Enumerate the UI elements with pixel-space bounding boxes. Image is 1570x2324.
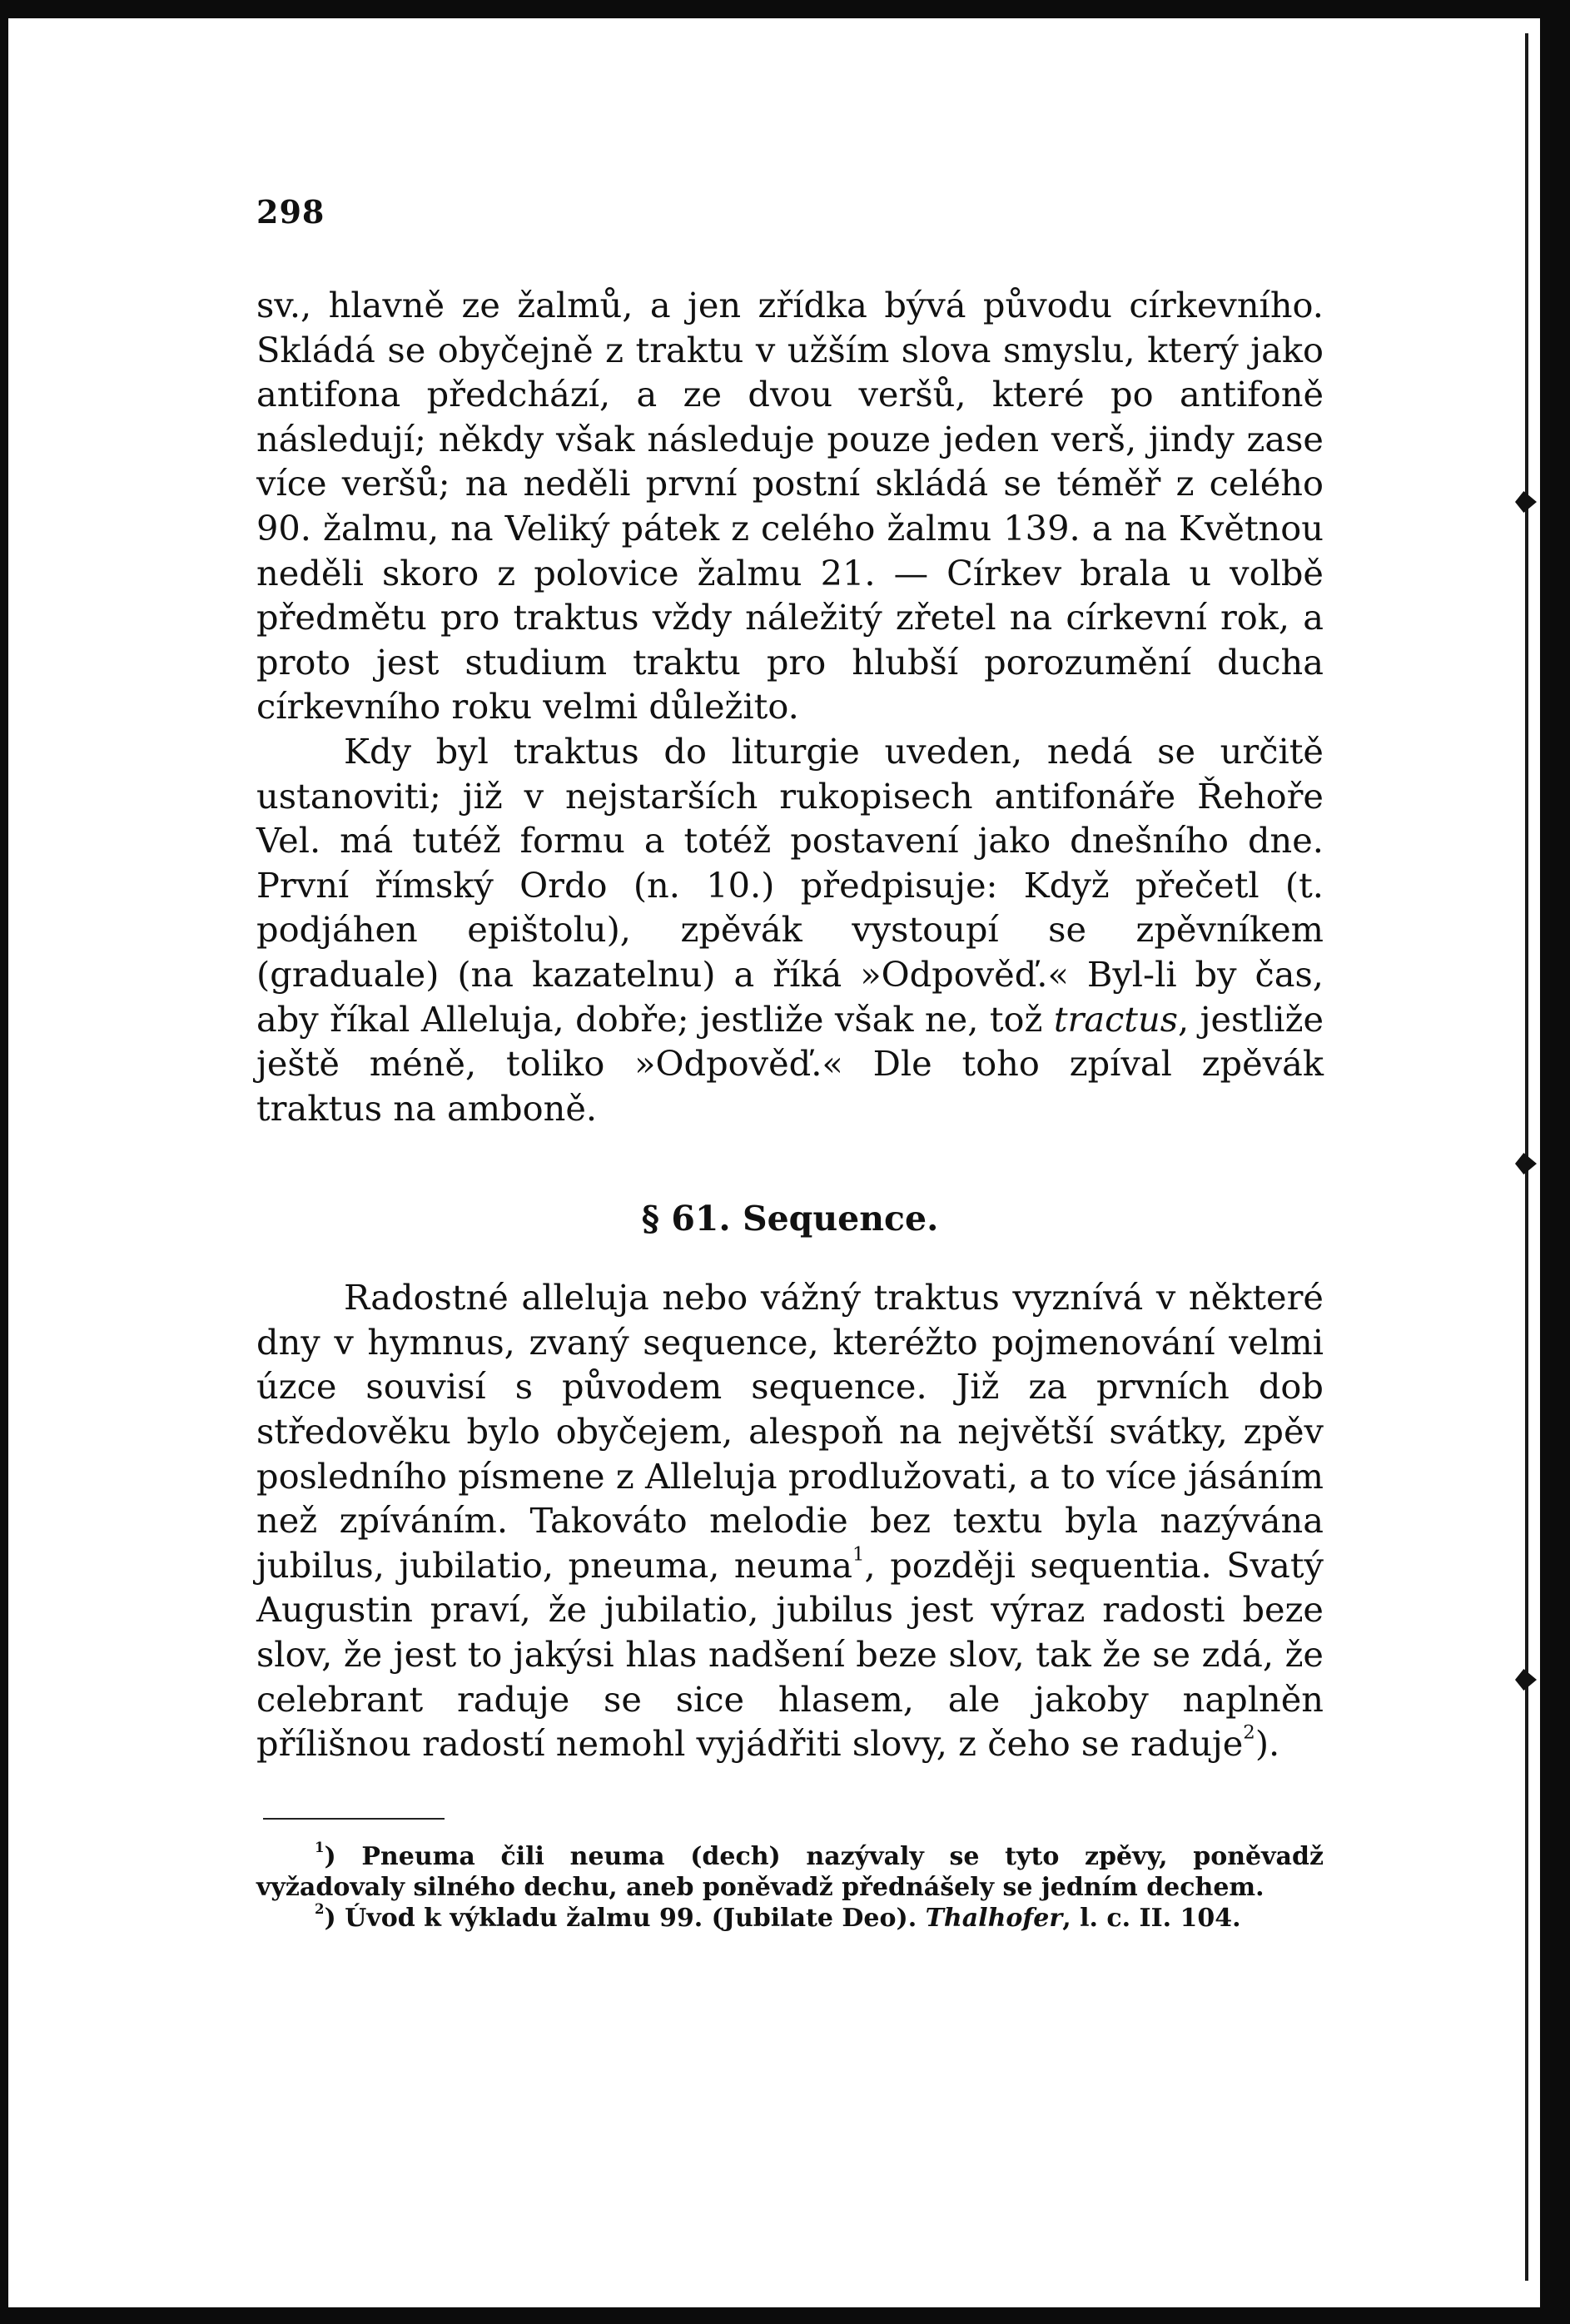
page-number: 298 (256, 193, 325, 231)
footnote-reference: 2 (1243, 1721, 1255, 1744)
paragraph-traktus-history (256, 729, 1324, 1130)
binding-notch (1515, 1669, 1537, 1691)
footnote-1 (256, 1841, 1324, 1903)
footnote-text: ) Úvod k výkladu žalmu 99. (Jubilate Deo). (324, 1903, 917, 1933)
footnote-reference: 1 (852, 1543, 865, 1566)
author-name: Thalhofer (925, 1903, 1063, 1933)
scan-edge-bottom (0, 2307, 1570, 2324)
binding-notch (1515, 1153, 1537, 1174)
scan-edge-top (0, 0, 1570, 18)
footnote-text: ) Pneuma čili neuma (dech) nazývaly se tyto zpěvy, poněvadž vyžadovaly silného dechu, aneb poněvadž přednášely se jedním dechem. (256, 1841, 1324, 1902)
footnote-2 (256, 1900, 1324, 1934)
paragraph-text: Radostné alleluja nebo vážný traktus vyznívá v některé dny v hymnus, zvaný sequence, kteréžto pojmenování velmi úzce souvisí s původem sequence. Již za prvních dob středověku bylo obyčejem, alespoň na největší svátky, zpěv posledního písmene z Alleluja prodlužovati, a to více jásáním než zpíváním. Takováto melodie bez textu byla nazývána jubilus, jubilatio, pneuma, neuma (256, 1277, 1324, 1586)
page-body (256, 283, 1324, 1934)
paragraph-sequence-origin (256, 1275, 1324, 1766)
footnote-marker: 2 (315, 1900, 325, 1917)
scan-edge-right (1540, 0, 1570, 2324)
binding-notch (1515, 491, 1537, 513)
paragraph-text: ). (1255, 1723, 1280, 1765)
footnote-marker: 1 (315, 1839, 325, 1855)
paragraph-text: , později sequentia. Svatý Augustin praví, že jubilatio, jubilus jest výraz radosti beze slov, že jest to jakýsi hlas nadšení beze slov, tak že se zdá, že celebrant raduje se sice hlasem, ale jakoby naplněn přílišnou radostí nemohl vyjádřiti slovy, z čeho se raduje (256, 1544, 1324, 1765)
italic-term: tractus (1053, 998, 1179, 1040)
section-heading: § 61. Sequence. (641, 1199, 939, 1239)
footnote-rule (263, 1818, 445, 1820)
scan-edge-left (0, 0, 8, 2324)
paragraph-text: , jestliže ještě méně, toliko »Odpověď.« Dle toho zpíval zpěvák traktus na amboně. (256, 998, 1324, 1129)
footnote-text: , l. c. II. 104. (1062, 1903, 1241, 1933)
paragraph-traktus-composition: sv., hlavně ze žalmů, a jen zřídka bývá původu církevního. Skládá se obyčejně z traktu v užším slova smyslu, který jako antifona předchází, a ze dvou veršů, které po antifoně následují; někdy však následuje pouze jeden verš, jindy zase více veršů; na neděli první postní skládá se téměř z celého 90. žalmu, na Veliký pátek z celého žalmu 139. a na Květnou neděli skoro z polovice žalmu 21. — Církev brala u volbě předmětu pro traktus vždy náležitý zřetel na církevní rok, a proto jest studium traktu pro hlubší porozumění ducha církevního roku velmi důležito. (256, 285, 1324, 727)
footnotes (256, 1841, 1324, 1934)
paragraph-text: Kdy byl traktus do liturgie uveden, nedá se určitě ustanoviti; již v nejstarších rukopisech antifonáře Řehoře Vel. má tutéž formu a totéž postavení jako dnešního dne. První římský Ordo (n. 10.) předpisuje: Když přečetl (t. podjáhen epištolu), zpěvák vystoupí se zpěvníkem (graduale) (na kazatelnu) a říká »Odpověď.« Byl-li by čas, aby říkal Alleluja, dobře; jestliže však ne, tož (256, 730, 1324, 1040)
